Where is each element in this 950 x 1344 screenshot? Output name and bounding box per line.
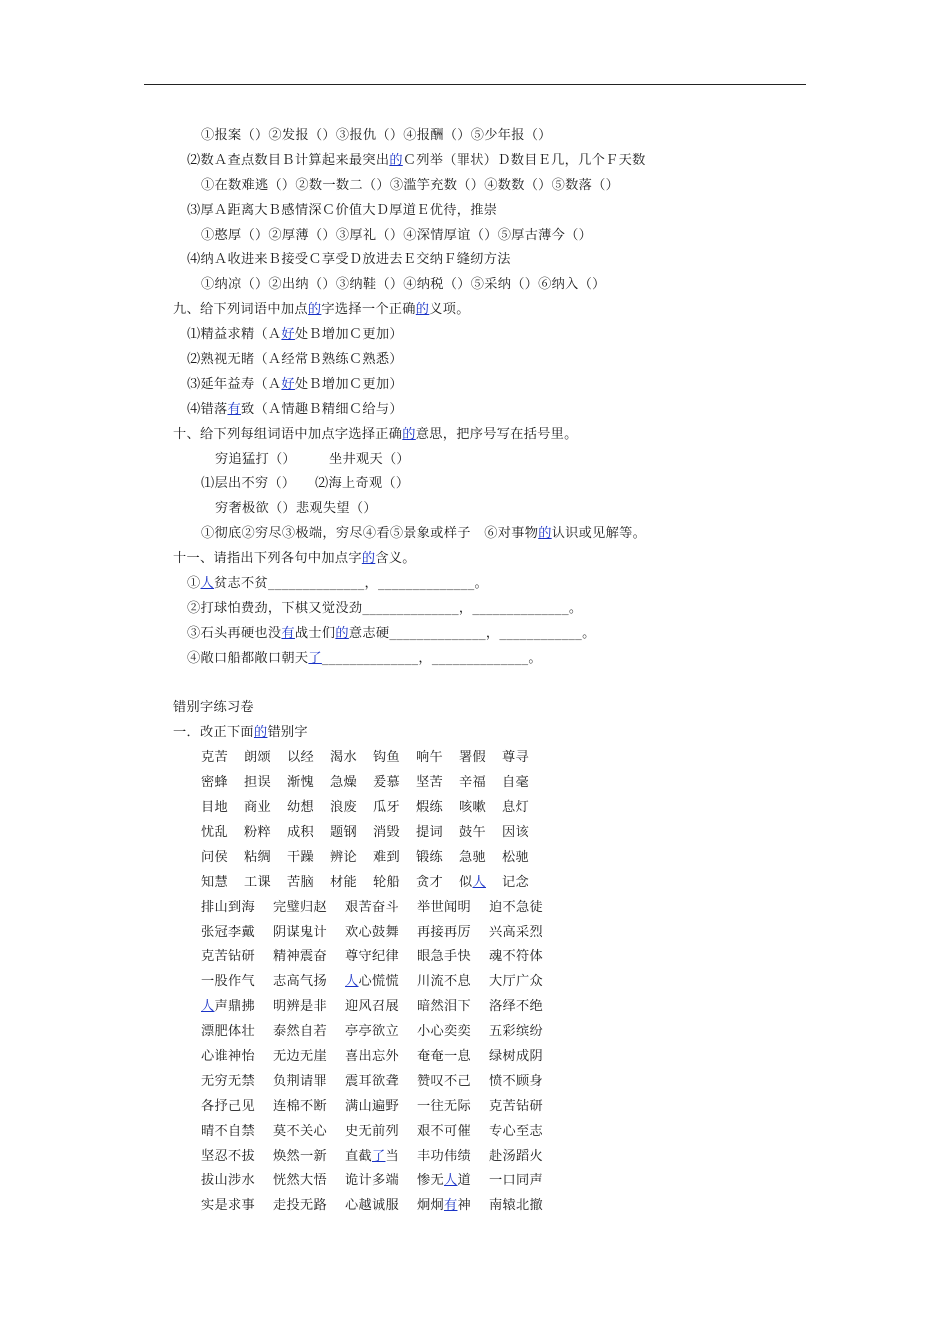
section10-row-2: ⑴层出不穷（） ⑵海上奇观（） [201, 476, 410, 492]
word: 息灯 [502, 800, 529, 816]
word: 小心奕奕 [417, 1024, 471, 1040]
char-link[interactable]: 有 [227, 401, 241, 417]
char-link[interactable]: 人 [443, 1173, 458, 1189]
word: 锻练 [416, 849, 443, 865]
word: 史无前列 [345, 1123, 399, 1139]
word: 知慧 [201, 874, 228, 890]
word: 浪废 [330, 800, 357, 816]
word: 晴不自禁 [201, 1123, 255, 1139]
word: 心谁神怡 [201, 1048, 255, 1064]
word: 瓜牙 [373, 800, 400, 816]
word: 焕然一新 [273, 1148, 327, 1164]
char-link[interactable]: 人 [200, 576, 214, 592]
typo-row-11 [0, 995, 950, 1020]
word: 一股作气 [201, 974, 255, 990]
word: 鼓午 [459, 824, 486, 840]
word: 辛福 [459, 775, 486, 791]
word: 洛绎不绝 [489, 999, 543, 1015]
char-link[interactable]: 人 [345, 974, 359, 990]
typo-row-13 [0, 1045, 950, 1070]
section11-sentence-4: ④敞口船都敞口朝天了______________，______________。 [187, 650, 542, 666]
word: 记念 [502, 874, 529, 890]
typo-row-18 [0, 1169, 950, 1194]
word: 克苦 [201, 750, 228, 766]
char-link[interactable]: 人 [472, 874, 486, 890]
word: 苦脑 [287, 874, 314, 890]
word: 人心慌慌 [345, 974, 399, 990]
word: 幼想 [287, 800, 314, 816]
word: 渴水 [330, 750, 357, 766]
word: 辨论 [330, 849, 357, 865]
word: 问侯 [201, 849, 228, 865]
char-link[interactable]: 的 [389, 152, 403, 168]
word: 明辨是非 [273, 999, 327, 1015]
worksheet-content [0, 124, 950, 1219]
word: 眼急手快 [417, 949, 471, 965]
word: 川流不息 [417, 974, 471, 990]
word: 完璧归赵 [273, 899, 327, 915]
typo-row-12 [0, 1020, 950, 1045]
word: 以经 [287, 750, 314, 766]
section11-sentence-3: ③石头再硬也没有战士们的意志硬______________，____________。 [187, 625, 596, 641]
word: 坚忍不拔 [201, 1148, 255, 1164]
word: 精神震奋 [273, 949, 327, 965]
section11-sentence-2: ②打球怕费劲，下棋又觉没劲______________，______________。 [187, 600, 583, 616]
section9-item-3: ⑶延年益寿（Ａ好处Ｂ增加Ｃ更加） [187, 376, 403, 392]
char-link[interactable]: 的 [307, 302, 322, 318]
typo-row-14 [0, 1070, 950, 1095]
word: 目地 [201, 800, 228, 816]
word: 似人 [459, 874, 486, 890]
word: 艰苦奋斗 [345, 899, 399, 915]
char-link[interactable]: 有 [281, 625, 295, 641]
typo-row-6 [0, 871, 950, 896]
word: 咳嗽 [459, 800, 486, 816]
section11-sentence-1: ①人贫志不贫______________，______________。 [187, 576, 488, 592]
word: 因该 [502, 824, 529, 840]
char-link[interactable]: 了 [308, 650, 322, 666]
char-link[interactable]: 人 [201, 999, 215, 1015]
q2-definition: ⑵数Ａ查点数目Ｂ计算起来最突出的Ｃ列举（罪状）Ｄ数目Ｅ几，几个Ｆ天数 [187, 152, 646, 168]
word: 迫不急徒 [489, 899, 543, 915]
char-link[interactable]: 好 [281, 376, 295, 392]
word: 密蜂 [201, 775, 228, 791]
word: 再接再厉 [417, 924, 471, 940]
section10-heading: 十、给下列每组词语中加点字选择正确的意思，把序号写在括号里。 [173, 426, 578, 442]
header-rule [144, 84, 806, 85]
word: 粘绸 [244, 849, 271, 865]
typo-row-8 [0, 921, 950, 946]
word: 克苦钻研 [489, 1098, 543, 1114]
typo-row-7 [0, 896, 950, 921]
word: 漂肥体壮 [201, 1024, 255, 1040]
word: 魂不符体 [489, 949, 543, 965]
word: 轮船 [373, 874, 400, 890]
section10-options: ①彻底②穷尽③极端，穷尽④看⑤景象或样子 ⑥对事物的认识或见解等。 [201, 526, 647, 542]
word: 志高气扬 [273, 974, 327, 990]
spacer [0, 672, 950, 697]
word: 兴高采烈 [489, 924, 543, 940]
typo-row-5 [0, 846, 950, 871]
word: 一往无际 [417, 1098, 471, 1114]
section9-item-4: ⑷错落有致（Ａ情趣Ｂ精细Ｃ给与） [187, 401, 403, 417]
char-link[interactable]: 的 [538, 526, 552, 542]
typo-row-1 [0, 746, 950, 771]
word: 松驰 [502, 849, 529, 865]
word: 亭亭欲立 [345, 1024, 399, 1040]
typo-row-10 [0, 970, 950, 995]
typo-row-19 [0, 1194, 950, 1219]
word: 钩鱼 [373, 750, 400, 766]
word: 排山到海 [201, 899, 255, 915]
word: 赴汤蹈火 [489, 1148, 543, 1164]
word: 张冠李戴 [201, 924, 255, 940]
word: 南辕北撤 [489, 1198, 543, 1214]
section11-heading: 十一、请指出下列各句中加点字的含义。 [173, 551, 416, 567]
word: 材能 [330, 874, 357, 890]
q4-definition: ⑷纳Ａ收进来Ｂ接受Ｃ享受Ｄ放进去Ｅ交纳Ｆ缝纫方法 [187, 252, 511, 268]
word: 迎风召展 [345, 999, 399, 1015]
word: 各抒己见 [201, 1098, 255, 1114]
q2-options: ①在数难逃（）②数一数二（）③滥竽充数（）④数数（）⑤数落（） [201, 177, 620, 193]
word: 赞叹不己 [417, 1073, 471, 1089]
word: 提词 [416, 824, 443, 840]
word: 恍然大悟 [273, 1173, 327, 1189]
char-link[interactable]: 的 [415, 302, 430, 318]
word: 消毁 [373, 824, 400, 840]
typo-row-15 [0, 1095, 950, 1120]
word: 炯炯有神 [417, 1198, 471, 1214]
word: 诡计多端 [345, 1173, 399, 1189]
word: 粉粹 [244, 824, 271, 840]
section9-item-1: ⑴精益求精（Ａ好处Ｂ增加Ｃ更加） [187, 327, 403, 343]
typo-row-3 [0, 796, 950, 821]
word: 无边无崖 [273, 1048, 327, 1064]
word: 题钢 [330, 824, 357, 840]
word: 满山遍野 [345, 1098, 399, 1114]
word: 成积 [287, 824, 314, 840]
section9-item-2: ⑵熟视无睹（Ａ经常Ｂ熟练Ｃ熟悉） [187, 352, 403, 368]
word: 阴谋鬼计 [273, 924, 327, 940]
word: 惨无人道 [417, 1173, 471, 1189]
word: 连棉不断 [273, 1098, 327, 1114]
q4-options: ①纳凉（）②出纳（）③纳鞋（）④纳税（）⑤采纳（）⑥纳入（） [201, 277, 606, 293]
char-link[interactable]: 了 [371, 1148, 386, 1164]
section10-row-3: 穷奢极欲（）悲观失望（） [215, 501, 377, 517]
word: 煆练 [416, 800, 443, 816]
typo-row-9 [0, 945, 950, 970]
char-link[interactable]: 的 [253, 725, 268, 741]
word: 自毫 [502, 775, 529, 791]
word: 忧乱 [201, 824, 228, 840]
word: 喜出忘外 [345, 1048, 399, 1064]
word: 震耳欲聋 [345, 1073, 399, 1089]
word: 渐愧 [287, 775, 314, 791]
word: 坚苦 [416, 775, 443, 791]
typo-row-2 [0, 771, 950, 796]
word: 难到 [373, 849, 400, 865]
word: 实是求事 [201, 1198, 255, 1214]
word: 商业 [244, 800, 271, 816]
word: 五彩缤纷 [489, 1024, 543, 1040]
word: 大厅广众 [489, 974, 543, 990]
word: 干躁 [287, 849, 314, 865]
word: 爰慕 [373, 775, 400, 791]
word: 绿树成阴 [489, 1048, 543, 1064]
section9-heading: 九、给下列词语中加点的字选择一个正确的义项。 [173, 302, 470, 318]
word: 急驰 [459, 849, 486, 865]
word: 朗颂 [244, 750, 271, 766]
word: 愤不顾身 [489, 1073, 543, 1089]
word: 尊守纪律 [345, 949, 399, 965]
section10-row-1: 穷追猛打（） 坐井观天（） [215, 451, 410, 467]
word: 署假 [459, 750, 486, 766]
word: 拔山涉水 [201, 1173, 255, 1189]
typo-row-17 [0, 1145, 950, 1170]
word: 贪才 [416, 874, 443, 890]
typo-title: 错别字练习卷 [173, 700, 254, 716]
word: 暗然泪下 [417, 999, 471, 1015]
q1-options: ①报案（）②发报（）③报仇（）④报酬（）⑤少年报（） [201, 128, 552, 143]
word: 一口同声 [489, 1173, 543, 1189]
word: 担误 [244, 775, 271, 791]
word: 专心至志 [489, 1123, 543, 1139]
char-link[interactable]: 的 [335, 625, 349, 641]
word: 负荆请罪 [273, 1073, 327, 1089]
word: 人声鼎拂 [201, 999, 255, 1015]
word: 欢心鼓舞 [345, 924, 399, 940]
char-link[interactable]: 有 [443, 1198, 458, 1214]
typo-question-1: 一．改正下面的错别字 [173, 725, 308, 741]
typo-row-4 [0, 821, 950, 846]
q3-options: ①憨厚（）②厚薄（）③厚礼（）④深情厚谊（）⑤厚古薄今（） [201, 227, 593, 243]
word: 莫不关心 [273, 1123, 327, 1139]
word: 克苦钻研 [201, 949, 255, 965]
word: 工课 [244, 874, 271, 890]
word: 奄奄一息 [417, 1048, 471, 1064]
q3-definition: ⑶厚Ａ距离大Ｂ感情深Ｃ价值大Ｄ厚道Ｅ优待，推崇 [187, 202, 498, 218]
char-link[interactable]: 的 [361, 551, 376, 567]
typo-row-16 [0, 1120, 950, 1145]
word: 泰然自若 [273, 1024, 327, 1040]
word: 丰功伟绩 [417, 1148, 471, 1164]
word: 直截了当 [345, 1148, 399, 1164]
word: 响午 [416, 750, 443, 766]
word: 走投无路 [273, 1198, 327, 1214]
word: 无穷无禁 [201, 1073, 255, 1089]
char-link[interactable]: 好 [281, 327, 295, 343]
word: 艰不可催 [417, 1123, 471, 1139]
char-link[interactable]: 的 [402, 426, 416, 442]
word: 急燥 [330, 775, 357, 791]
word: 举世闻明 [417, 899, 471, 915]
word: 尊寻 [502, 750, 529, 766]
word: 心越诚服 [345, 1198, 399, 1214]
